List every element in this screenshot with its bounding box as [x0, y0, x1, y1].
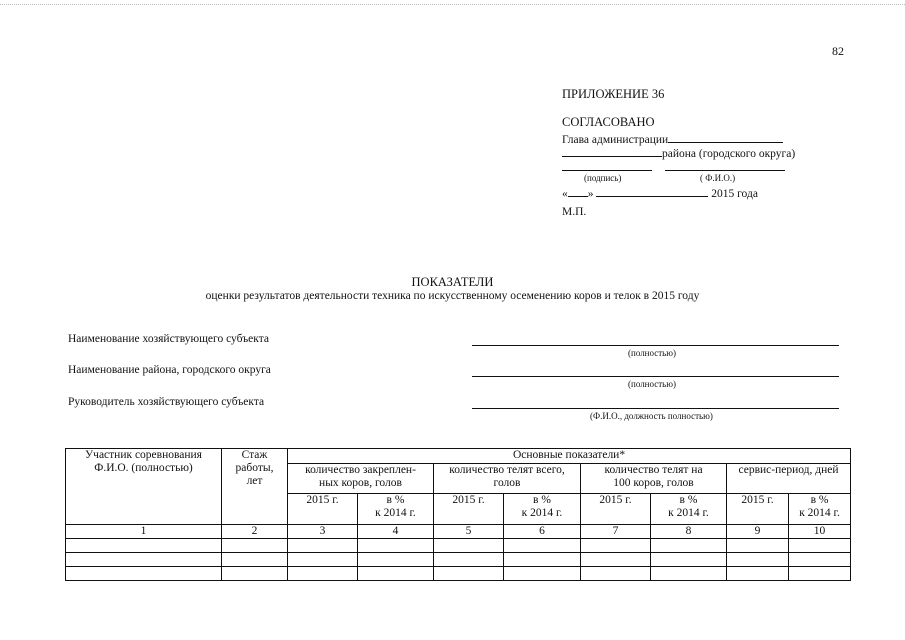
sub-pct-line1: в % [679, 494, 698, 506]
sub-year: 2015 г. [727, 494, 789, 525]
month-blank [596, 185, 708, 197]
fio-caption: ( Ф.И.О.) [700, 173, 736, 183]
scan-artifact-line [0, 4, 905, 5]
field-label-entity: Наименование хозяйствующего субъекта [68, 333, 269, 345]
field-caption-district: (полностью) [628, 379, 676, 389]
column-number: 9 [727, 525, 789, 539]
column-number: 3 [288, 525, 358, 539]
header-participant-line1: Участник соревнования [85, 449, 202, 461]
field-label-district: Наименование района, городского округа [68, 364, 271, 376]
header-group-service-line1: сервис-период, дней [738, 464, 839, 476]
indicators-table [65, 448, 851, 581]
head-blank-line [668, 131, 783, 143]
header-group-cows-line1: количество закреплен- [305, 464, 416, 476]
field-caption-entity: (полностью) [628, 348, 676, 358]
column-number: 5 [434, 525, 504, 539]
header-main-indicators: Основные показатели* [288, 449, 851, 464]
page-number: 82 [832, 44, 844, 58]
sub-pct-line1: в % [810, 494, 829, 506]
head-label: Глава администрации [562, 134, 669, 146]
sub-year: 2015 г. [434, 494, 504, 525]
column-number: 7 [581, 525, 651, 539]
header-group-per100-line1: количество телят на [604, 464, 703, 476]
year-text: 2015 года [711, 188, 758, 200]
header-group-cows-line2: ных коров, голов [319, 477, 402, 489]
sub-pct-line2: к 2014 г. [668, 507, 709, 519]
sub-year: 2015 г. [581, 494, 651, 525]
district-label: района (городского округа) [662, 148, 796, 160]
column-number-row [66, 525, 851, 539]
header-group-cows [288, 464, 434, 494]
header-group-calves-line2: голов [493, 477, 521, 489]
document-title: ПОКАЗАТЕЛИ [411, 275, 494, 289]
sub-pct-line2: к 2014 г. [521, 507, 563, 519]
column-number: 2 [222, 525, 288, 539]
header-participant [66, 449, 222, 525]
header-group-service-period [727, 464, 851, 494]
fio-line [665, 170, 785, 171]
appendix-label: ПРИЛОЖЕНИЕ 36 [562, 87, 665, 101]
sub-pct [358, 494, 434, 525]
header-experience-line3: лет [246, 475, 263, 487]
sub-pct [651, 494, 727, 525]
table-row[interactable] [66, 553, 851, 567]
field-line-manager[interactable] [472, 408, 839, 409]
column-number: 10 [789, 525, 851, 539]
header-group-calves-line1: количество телят всего, [449, 464, 565, 476]
head-of-administration [562, 131, 783, 146]
seal-label: М.П. [562, 206, 587, 218]
sub-year: 2015 г. [288, 494, 358, 525]
header-group-calves-per-100 [581, 464, 727, 494]
header-participant-line2: Ф.И.О. (полностью) [94, 462, 193, 474]
table-row[interactable] [66, 567, 851, 581]
sub-pct [789, 494, 851, 525]
header-experience-line1: Стаж [241, 449, 268, 461]
district-line [562, 145, 795, 160]
agreed-label: СОГЛАСОВАНО [562, 115, 655, 129]
header-group-per100-line2: 100 коров, голов [613, 477, 694, 489]
field-caption-manager: (Ф.И.О., должность полностью) [590, 411, 713, 421]
sub-pct-line2: к 2014 г. [799, 507, 840, 519]
column-number: 8 [651, 525, 727, 539]
sub-pct [504, 494, 581, 525]
sub-pct-line1: в % [386, 494, 405, 506]
quote-open: « [562, 188, 568, 200]
column-number: 4 [358, 525, 434, 539]
field-line-district[interactable] [472, 376, 839, 377]
district-blank-line [562, 145, 662, 157]
header-group-calves [434, 464, 581, 494]
quote-close: » [587, 188, 594, 200]
field-label-manager: Руководитель хозяйствующего субъекта [68, 396, 265, 408]
header-experience [222, 449, 288, 525]
sub-pct-line2: к 2014 г. [375, 507, 416, 519]
signature-caption: (подпись) [584, 173, 622, 183]
column-number: 6 [504, 525, 581, 539]
document-subtitle: оценки результатов деятельности техника по искусственному осеменению коров и телок в 2015 году [205, 290, 700, 302]
field-line-entity[interactable] [472, 345, 839, 346]
date-line [562, 185, 758, 200]
column-number: 1 [66, 525, 222, 539]
table-row[interactable] [66, 539, 851, 553]
signature-line [562, 170, 652, 171]
sub-pct-line1: в % [533, 494, 551, 506]
header-experience-line2: работы, [235, 462, 274, 474]
day-blank [568, 185, 588, 197]
